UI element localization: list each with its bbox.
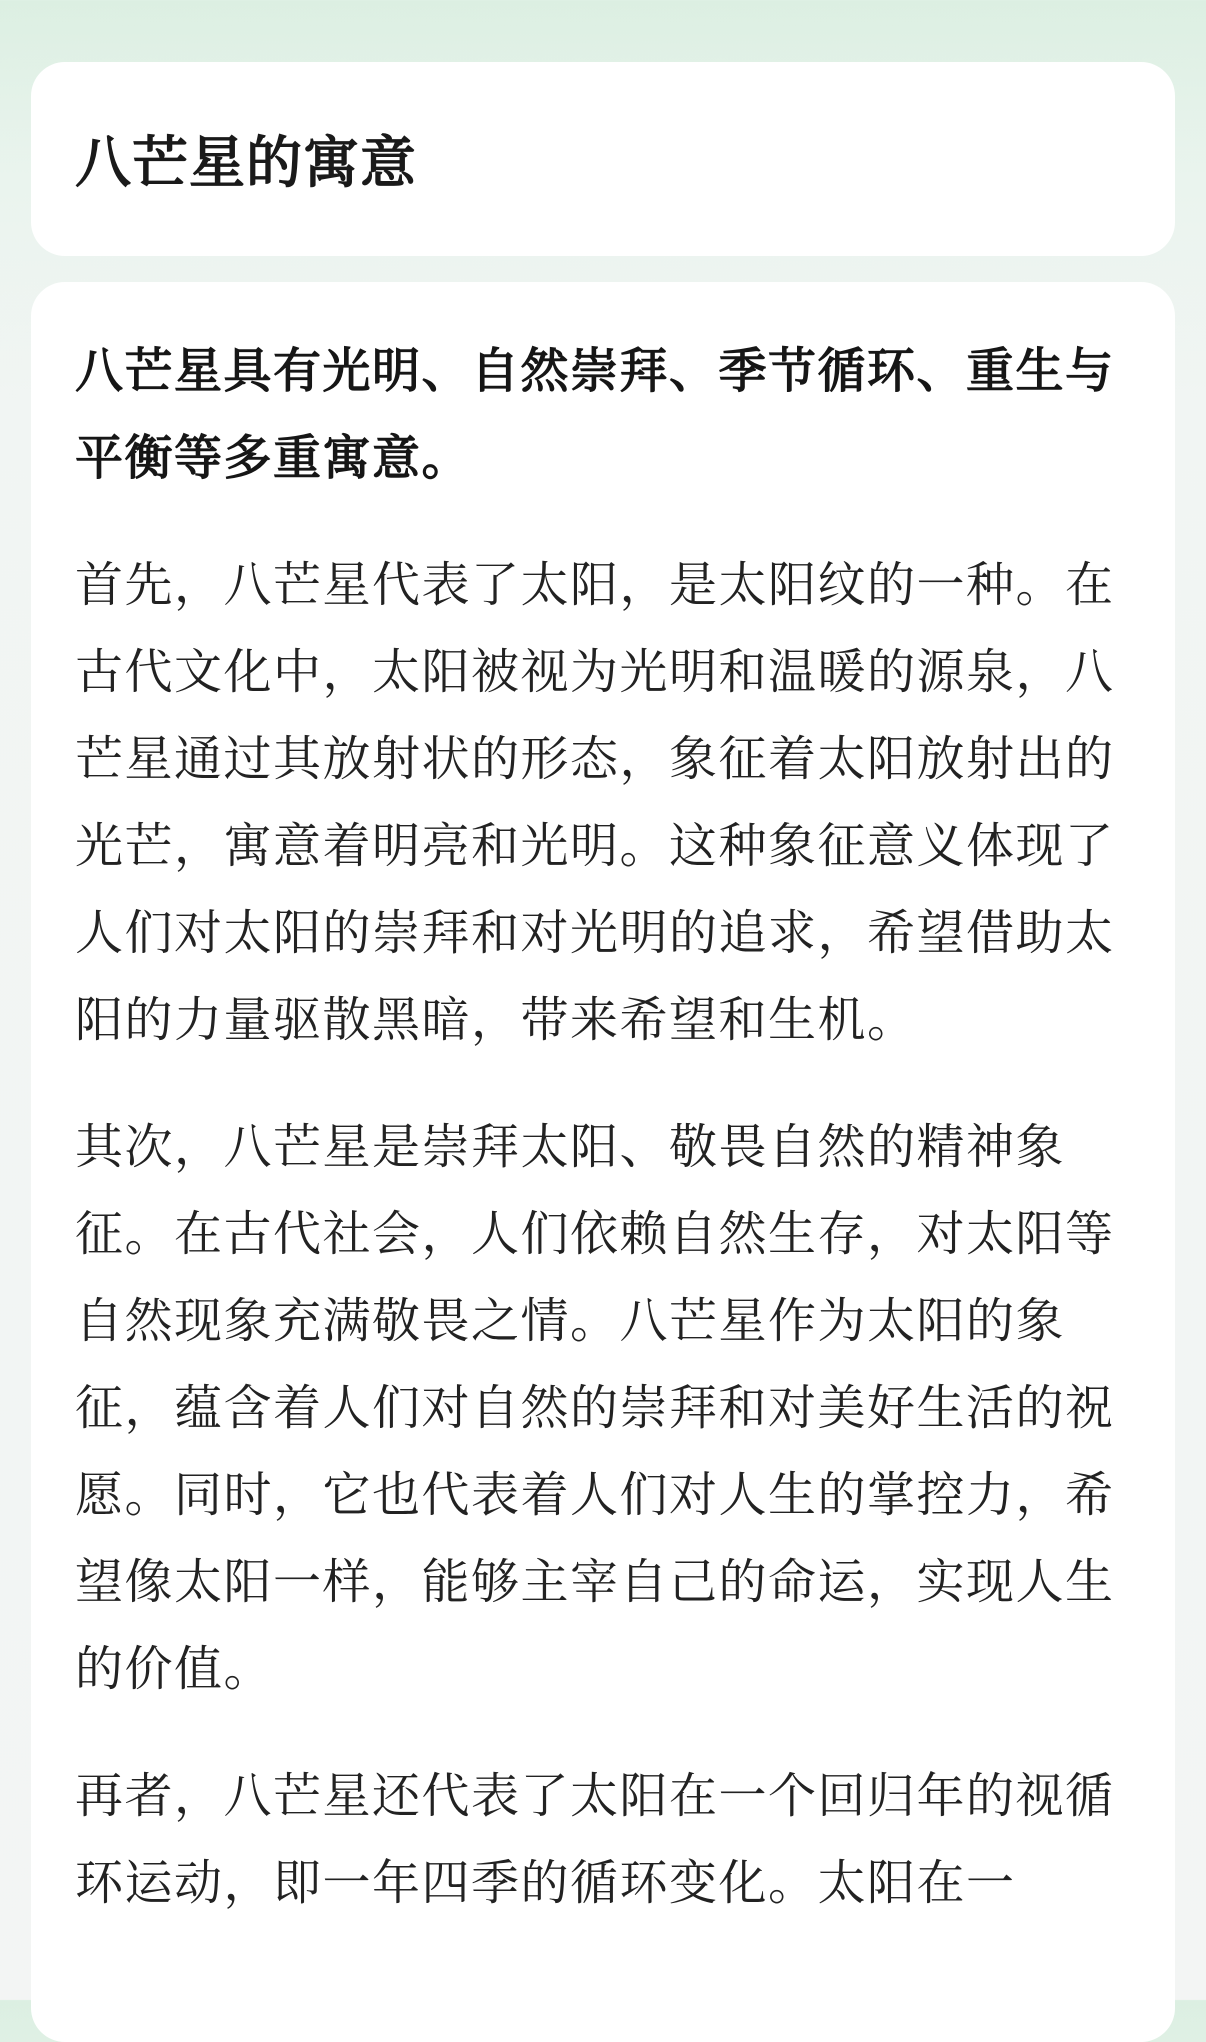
answer-card — [31, 282, 1175, 2042]
page-title: 八芒星的寓意 — [75, 131, 417, 196]
answer-paragraph-1: 首先，八芒星代表了太阳，是太阳纹的一种。在古代文化中，太阳被视为光明和温暖的源泉，八芒星通过其放射状的形态，象征着太阳放射出的光芒，寓意着明亮和光明。这种象征意义体现了人们对太阳的崇拜和对光明的追求，希望借助太阳的力量驱散黑暗，带来希望和生机。 — [75, 557, 1115, 1048]
answer-paragraph-3: 再者，八芒星还代表了太阳在一个回归年的视循环运动，即一年四季的循环变化。太阳在一 — [75, 1768, 1115, 1911]
title-card — [31, 62, 1175, 256]
answer-paragraph-2: 其次，八芒星是崇拜太阳、敬畏自然的精神象征。在古代社会，人们依赖自然生存，对太阳等自然现象充满敬畏之情。八芒星作为太阳的象征，蕴含着人们对自然的崇拜和对美好生活的祝愿。同时，它也代表着人们对人生的掌控力，希望像太阳一样，能够主宰自己的命运，实现人生的价值。 — [75, 1119, 1115, 1697]
answer-summary: 八芒星具有光明、自然崇拜、季节循环、重生与平衡等多重寓意。 — [75, 343, 1115, 486]
